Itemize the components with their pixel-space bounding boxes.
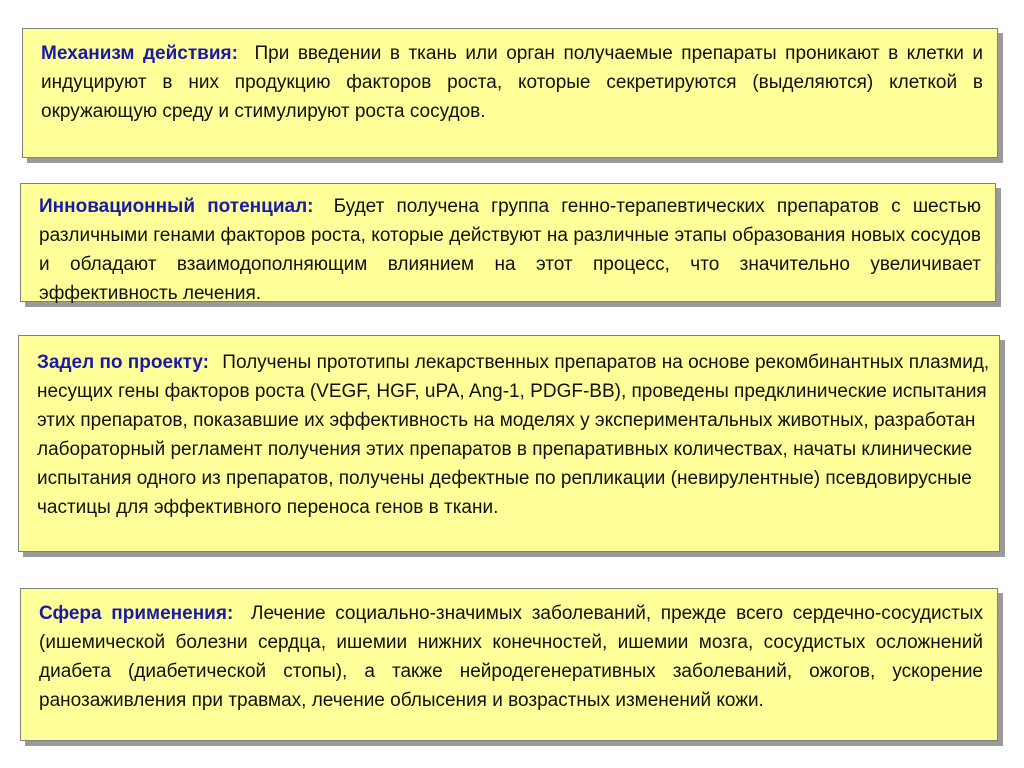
application-heading: Сфера применения: xyxy=(39,603,234,624)
project-groundwork-block xyxy=(18,335,1000,552)
project-groundwork-heading: Задел по проекту: xyxy=(37,352,209,373)
innovation-heading: Инновационный потенциал: xyxy=(39,196,314,217)
mechanism-heading: Механизм действия: xyxy=(41,43,238,64)
innovation-text: Будет получена группа генно-терапевтических препаратов с шестью различными генами факторов роста, которые действуют на различные этапы образования новых сосудов и обладают взаимодополняющим влиянием на этот процесс, что значительно увеличивает эффективность лечения. xyxy=(39,196,981,304)
mechanism-block xyxy=(22,28,998,158)
application-block xyxy=(20,588,998,741)
application-text: Лечение социально-значимых заболеваний, прежде всего сердечно-сосудистых (ишемической болезни сердца, ишемии нижних конечностей, ишемии мозга, сосудистых осложнений диабета (диабетической стопы), а также нейродегенеративных заболеваний, ожогов, ускорение ранозаживления при травмах, лечение облысения и возрастных изменений кожи. xyxy=(39,603,983,711)
innovation-block xyxy=(20,183,996,302)
project-groundwork-text: Получены прототипы лекарственных препаратов на основе рекомбинантных плазмид, несущих гены факторов роста (VEGF, HGF, uPA, Ang-1, PDGF-BB), проведены предклинические испытания этих препаратов, показавшие их эффективность на моделях у экспериментальных животных, разработан лабораторный регламент получения этих препаратов в препаративных количествах, начаты клинические испытания одного из препаратов, получены дефектные по репликации (невирулентные) псевдовирусные частицы для эффективного переноса генов в ткани. xyxy=(37,352,990,518)
mechanism-text: При введении в ткань или орган получаемые препараты проникают в клетки и индуцируют в них продукцию факторов роста, которые секретируются (выделяются) клеткой в окружающую среду и стимулируют роста сосудов. xyxy=(41,43,983,122)
